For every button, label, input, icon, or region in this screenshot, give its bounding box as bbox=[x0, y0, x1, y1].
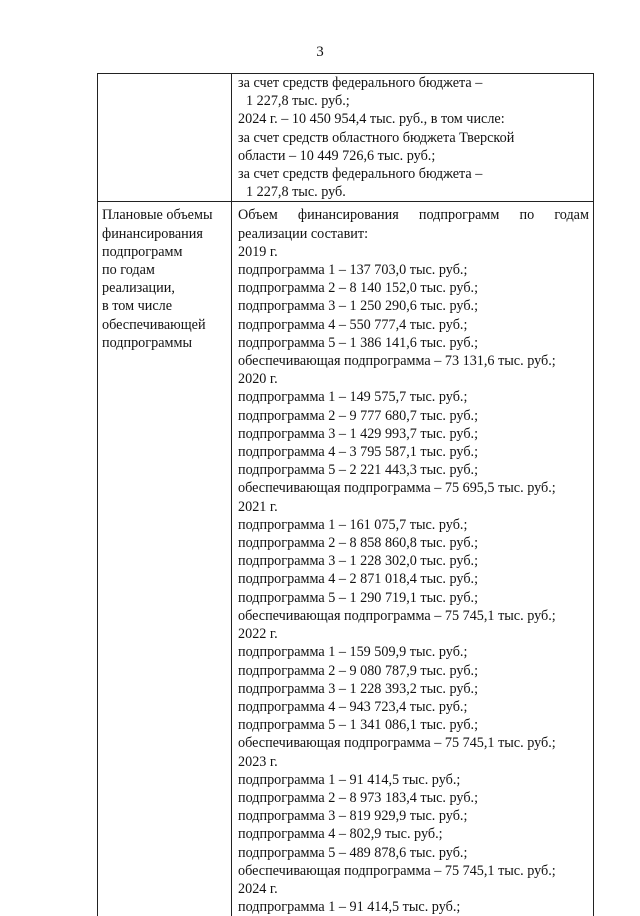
intro-word: годам bbox=[554, 207, 589, 224]
funding-item: подпрограмма 4 – 2 871 018,4 тыс. руб.; bbox=[238, 571, 479, 588]
label-line: подпрограмм bbox=[102, 243, 183, 260]
funding-item: подпрограмма 4 – 943 723,4 тыс. руб.; bbox=[238, 698, 468, 715]
year-heading: 2022 г. bbox=[238, 626, 278, 643]
intro-word: Объем bbox=[238, 207, 278, 224]
text-line: за счет средств областного бюджета Тверской bbox=[238, 129, 515, 146]
funding-item: подпрограмма 4 – 802,9 тыс. руб.; bbox=[238, 826, 443, 843]
intro-word: по bbox=[519, 207, 535, 224]
row1-right-cell bbox=[232, 74, 594, 202]
intro-word: подпрограмм bbox=[418, 207, 500, 224]
text-line: 2024 г. – 10 450 954,4 тыс. руб., в том числе: bbox=[238, 111, 505, 128]
intro-line bbox=[232, 206, 593, 224]
funding-item: обеспечивающая подпрограмма – 73 131,6 тыс. руб.; bbox=[238, 353, 556, 370]
text-line: 1 227,8 тыс. руб. bbox=[246, 184, 346, 201]
label-line: в том числе bbox=[102, 298, 173, 315]
funding-item: подпрограмма 5 – 1 386 141,6 тыс. руб.; bbox=[238, 334, 479, 351]
intro-word: финансирования bbox=[297, 207, 399, 224]
label-line: обеспечивающей bbox=[102, 316, 206, 333]
funding-item: подпрограмма 1 – 91 414,5 тыс. руб.; bbox=[238, 771, 461, 788]
year-heading: 2021 г. bbox=[238, 498, 278, 515]
funding-item: подпрограмма 1 – 137 703,0 тыс. руб.; bbox=[238, 262, 468, 279]
text-line: области – 10 449 726,6 тыс. руб.; bbox=[238, 147, 436, 164]
funding-item: подпрограмма 2 – 8 858 860,8 тыс. руб.; bbox=[238, 535, 479, 552]
years-list bbox=[232, 243, 593, 916]
funding-item: подпрограмма 5 – 2 221 443,3 тыс. руб.; bbox=[238, 462, 479, 479]
funding-item: подпрограмма 5 – 1 341 086,1 тыс. руб.; bbox=[238, 717, 479, 734]
funding-item: подпрограмма 3 – 1 228 302,0 тыс. руб.; bbox=[238, 553, 479, 570]
funding-item: обеспечивающая подпрограмма – 75 695,5 тыс. руб.; bbox=[238, 480, 556, 497]
table-row-planned-funding bbox=[98, 202, 594, 916]
funding-item: подпрограмма 2 – 8 140 152,0 тыс. руб.; bbox=[238, 280, 479, 297]
year-heading: 2019 г. bbox=[238, 243, 278, 260]
funding-item: подпрограмма 3 – 1 228 393,2 тыс. руб.; bbox=[238, 680, 479, 697]
funding-item: подпрограмма 3 – 1 429 993,7 тыс. руб.; bbox=[238, 425, 479, 442]
funding-item: подпрограмма 1 – 161 075,7 тыс. руб.; bbox=[238, 516, 468, 533]
funding-item: подпрограмма 5 – 1 290 719,1 тыс. руб.; bbox=[238, 589, 479, 606]
label-line: по годам bbox=[102, 262, 155, 279]
row2-label-cell bbox=[98, 202, 232, 916]
funding-item: обеспечивающая подпрограмма – 75 745,1 тыс. руб.; bbox=[238, 862, 556, 879]
text-line: за счет средств федерального бюджета – bbox=[238, 75, 483, 91]
funding-item: подпрограмма 4 – 3 795 587,1 тыс. руб.; bbox=[238, 444, 479, 461]
text-line: 1 227,8 тыс. руб.; bbox=[246, 93, 350, 110]
funding-item: подпрограмма 1 – 149 575,7 тыс. руб.; bbox=[238, 389, 468, 406]
text-line: за счет средств федерального бюджета – bbox=[238, 166, 483, 183]
label-line: реализации, bbox=[102, 280, 175, 297]
funding-item: подпрограмма 5 – 489 878,6 тыс. руб.; bbox=[238, 844, 468, 861]
year-heading: 2023 г. bbox=[238, 753, 278, 770]
funding-item: подпрограмма 1 – 91 414,5 тыс. руб.; bbox=[238, 899, 461, 916]
year-heading: 2020 г. bbox=[238, 371, 278, 388]
funding-item: подпрограмма 2 – 8 973 183,4 тыс. руб.; bbox=[238, 789, 479, 806]
label-line: подпрограммы bbox=[102, 334, 192, 351]
table-row-federal-funding bbox=[98, 74, 594, 202]
page-number: 3 bbox=[316, 44, 324, 60]
funding-item: подпрограмма 4 – 550 777,4 тыс. руб.; bbox=[238, 316, 468, 333]
funding-item: подпрограмма 1 – 159 509,9 тыс. руб.; bbox=[238, 644, 468, 661]
row2-value-cell bbox=[232, 202, 594, 916]
label-line: Плановые объемы bbox=[102, 207, 213, 224]
intro-line-2: реализации составит: bbox=[238, 225, 369, 242]
funding-item: подпрограмма 2 – 9 080 787,9 тыс. руб.; bbox=[238, 662, 479, 679]
funding-item: обеспечивающая подпрограмма – 75 745,1 тыс. руб.; bbox=[238, 607, 556, 624]
funding-item: подпрограмма 3 – 1 250 290,6 тыс. руб.; bbox=[238, 298, 479, 315]
label-line: финансирования bbox=[102, 225, 203, 242]
funding-item: обеспечивающая подпрограмма – 75 745,1 тыс. руб.; bbox=[238, 735, 556, 752]
funding-item: подпрограмма 3 – 819 929,9 тыс. руб.; bbox=[238, 808, 468, 825]
row1-left-cell bbox=[98, 74, 232, 202]
year-heading: 2024 г. bbox=[238, 880, 278, 897]
program-passport-table bbox=[97, 73, 594, 916]
funding-item: подпрограмма 2 – 9 777 680,7 тыс. руб.; bbox=[238, 407, 479, 424]
